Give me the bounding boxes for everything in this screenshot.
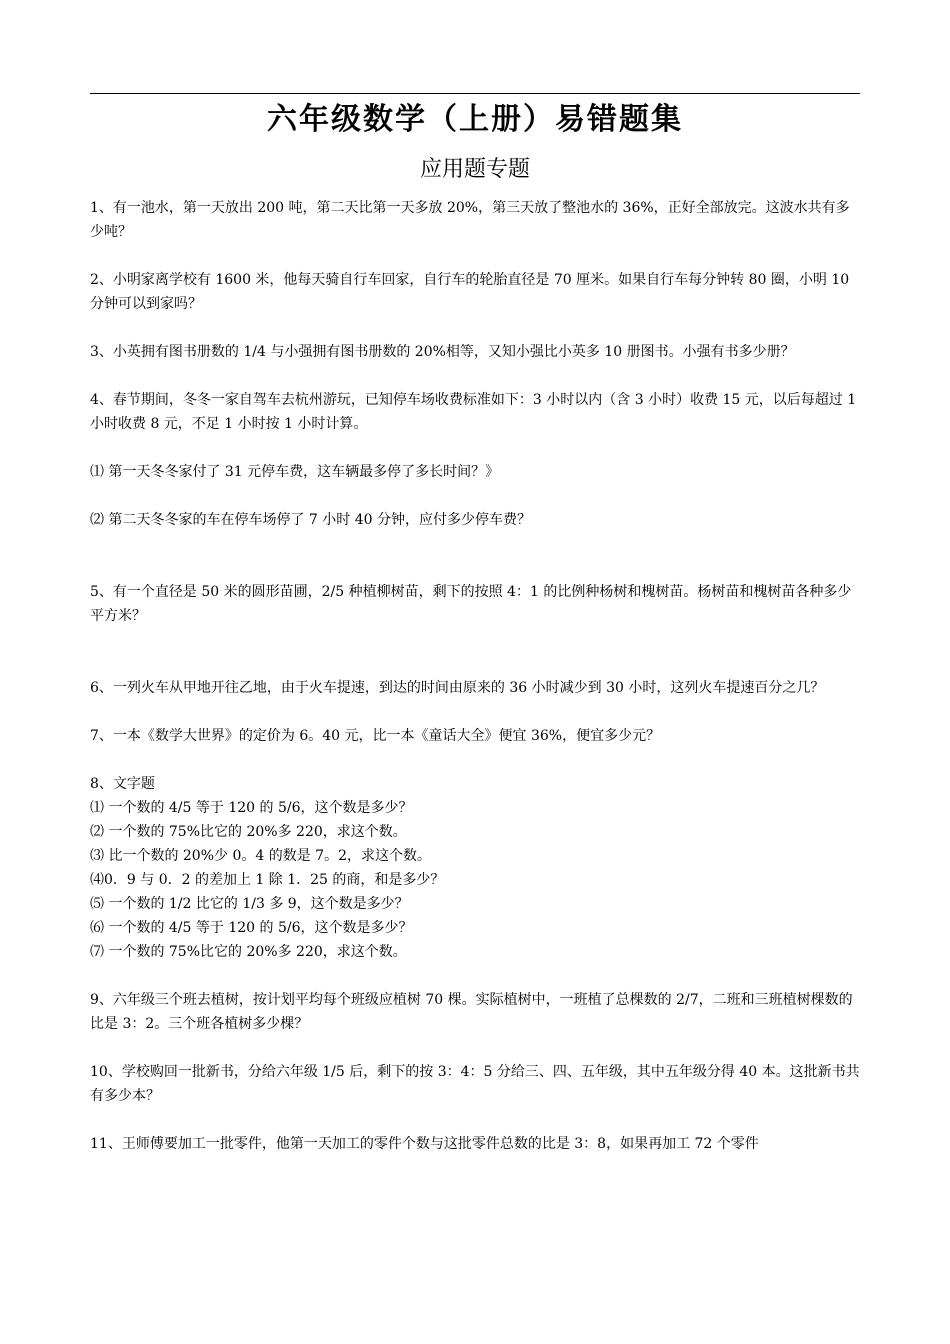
- question-8-item-1: ⑴ 一个数的 4/5 等于 120 的 5/6，这个数是多少？: [90, 800, 413, 816]
- question-list: [90, 196, 860, 1156]
- question-8: 8、文字题: [90, 776, 155, 792]
- question-1: 1、有一池水，第一天放出 200 吨，第二天比第一天多放 20%，第三天放了整池水的 36%，正好全部放完。这波水共有多少吨？: [90, 200, 850, 240]
- question-11: 11、王师傅要加工一批零件，他第一天加工的零件个数与这批零件总数的比是 3：8，如果再加工 72 个零件: [90, 1136, 759, 1152]
- question-4-part-1: ⑴ 第一天冬冬家付了 31 元停车费，这车辆最多停了多长时间？》: [90, 464, 500, 480]
- question-6: 6、一列火车从甲地开往乙地，由于火车提速，到达的时间由原来的 36 小时减少到 30 小时，这列火车提速百分之几？: [90, 680, 825, 696]
- question-8-item-4: ⑷0．9 与 0．2 的差加上 1 除 1．25 的商，和是多少？: [90, 872, 445, 888]
- question-8-item-3: ⑶ 比一个数的 20%少 0。4 的数是 7。2，求这个数。: [90, 848, 431, 864]
- question-8-item-2: ⑵ 一个数的 75%比它的 20%多 220，求这个数。: [90, 824, 407, 840]
- question-8-item-5: ⑸ 一个数的 1/2 比它的 1/3 多 9，这个数是多少？: [90, 896, 409, 912]
- document-subtitle: 应用题专题: [419, 157, 530, 182]
- question-3: 3、小英拥有图书册数的 1/4 与小强拥有图书册数的 20%相等，又知小强比小英多 10 册图书。小强有书多少册？: [90, 344, 795, 360]
- question-8-item-6: ⑹ 一个数的 4/5 等于 120 的 5/6，这个数是多少？: [90, 920, 413, 936]
- question-4: 4、春节期间，冬冬一家自驾车去杭州游玩，已知停车场收费标准如下：3 小时以内（含 3 小时）收费 15 元，以后每超过 1 小时收费 8 元，不足 1 小时按 1 小时计算。: [90, 392, 857, 432]
- question-2: 2、小明家离学校有 1600 米，他每天骑自行车回家，自行车的轮胎直径是 70 厘米。如果自行车每分钟转 80 圈，小明 10 分钟可以到家吗？: [90, 272, 850, 312]
- question-7: 7、一本《数学大世界》的定价为 6。40 元，比一本《童话大全》便宜 36%，便宜多少元？: [90, 728, 661, 744]
- question-4-part-2: ⑵ 第二天冬冬家的车在停车场停了 7 小时 40 分钟，应付多少停车费？: [90, 512, 531, 528]
- question-5: 5、有一个直径是 50 米的圆形苗圃，2/5 种植柳树苗，剩下的按照 4：1 的比例种杨树和槐树苗。杨树苗和槐树苗各种多少平方米？: [90, 584, 852, 624]
- document-title: 六年级数学（上册）易错题集: [267, 102, 683, 137]
- question-8-item-7: ⑺ 一个数的 75%比它的 20%多 220，求这个数。: [90, 944, 407, 960]
- header-rule: [90, 93, 860, 94]
- question-10: 10、学校购回一批新书，分给六年级 1/5 后，剩下的按 3：4：5 分给三、四、五年级，其中五年级分得 40 本。这批新书共有多少本？: [90, 1064, 860, 1104]
- question-9: 9、六年级三个班去植树，按计划平均每个班级应植树 70 棵。实际植树中，一班植了总棵数的 2/7，二班和三班植树棵数的比是 3：2。三个班各植树多少棵？: [90, 992, 853, 1032]
